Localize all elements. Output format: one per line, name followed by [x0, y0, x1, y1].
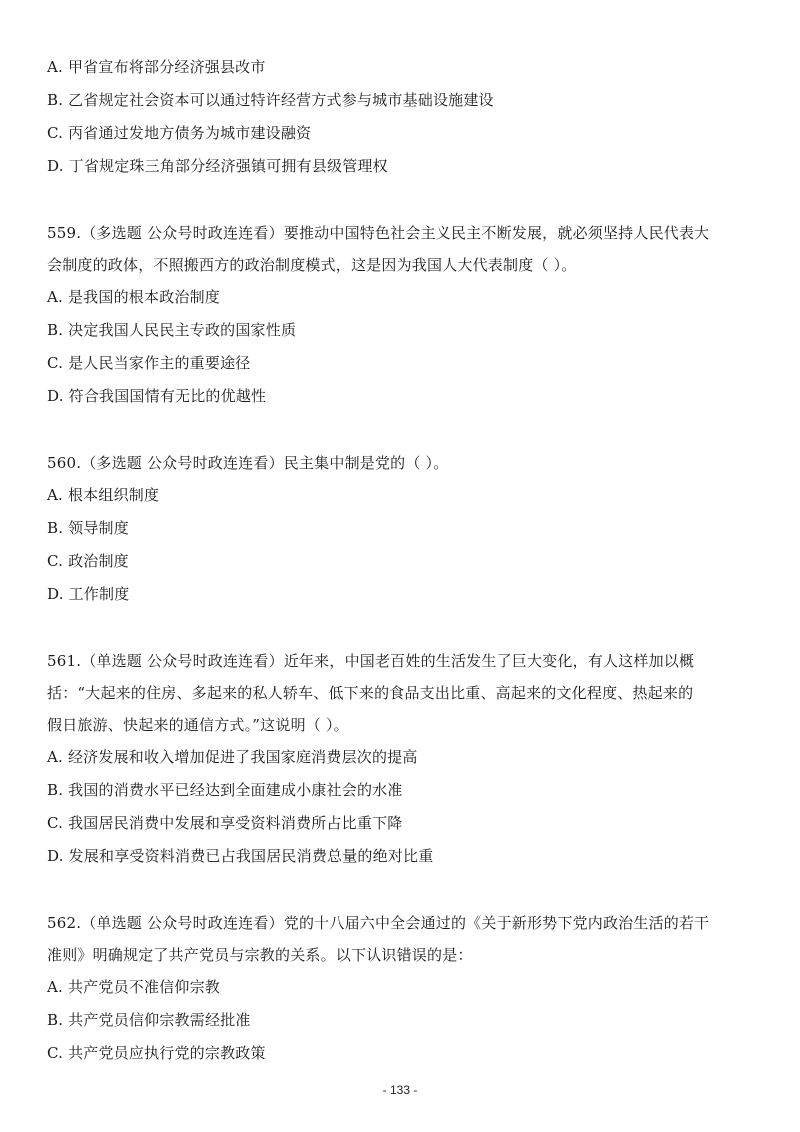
option-a: A. 根本组织制度	[47, 486, 160, 504]
option-d: D. 符合我国国情有无比的优越性	[47, 387, 267, 405]
option-a: A. 经济发展和收入增加促进了我国家庭消费层次的提高	[47, 748, 418, 766]
question-562	[47, 907, 757, 1070]
option-a: A. 是我国的根本政治制度	[47, 288, 220, 306]
question-stem-line: 准则》明确规定了共产党员与宗教的关系。以下认识错误的是：	[47, 946, 473, 964]
option-b: B. 领导制度	[47, 519, 129, 537]
prev-question-options	[47, 51, 757, 183]
option-d: D. 发展和享受资料消费已占我国居民消费总量的绝对比重	[47, 847, 434, 865]
option-b: B. 我国的消费水平已经达到全面建成小康社会的水准	[47, 781, 403, 799]
option-a: A. 共产党员不准信仰宗教	[47, 978, 220, 996]
option-b: B. 乙省规定社会资本可以通过特许经营方式参与城市基础设施建设	[47, 91, 494, 109]
question-stem-line: 括：“大起来的住房、多起来的私人轿车、低下来的食品支出比重、高起来的文化程度、热起来的	[47, 684, 694, 702]
question-559	[47, 217, 757, 413]
option-c: C. 我国居民消费中发展和享受资料消费所占比重下降	[47, 814, 403, 832]
option-c: C. 政治制度	[47, 552, 129, 570]
question-stem-line: 559.（多选题 公众号时政连连看）要推动中国特色社会主义民主不断发展，就必须坚持人民代表大	[47, 224, 710, 242]
question-561	[47, 645, 757, 873]
option-d: D. 工作制度	[47, 585, 130, 603]
option-b: B. 决定我国人民民主专政的国家性质	[47, 321, 297, 339]
question-stem-line: 假日旅游、快起来的通信方式。”这说明（ ）。	[47, 716, 349, 734]
page-number: - 133 -	[382, 1083, 418, 1097]
question-stem-line: 561.（单选题 公众号时政连连看）近年来，中国老百姓的生活发生了巨大变化，有人这样加以概	[47, 652, 695, 670]
document-page	[47, 0, 757, 1070]
option-a: A. 甲省宣布将部分经济强县改市	[47, 58, 266, 76]
question-stem-line: 会制度的政体，不照搬西方的政治制度模式，这是因为我国人大代表制度（ ）。	[47, 256, 577, 274]
question-560	[47, 447, 757, 611]
option-d: D. 丁省规定珠三角部分经济强镇可拥有县级管理权	[47, 157, 388, 175]
option-b: B. 共产党员信仰宗教需经批准	[47, 1011, 251, 1029]
option-c: C. 共产党员应执行党的宗教政策	[47, 1044, 266, 1062]
option-c: C. 丙省通过发地方债务为城市建设融资	[47, 124, 312, 142]
question-stem-line: 560.（多选题 公众号时政连连看）民主集中制是党的（ ）。	[47, 454, 449, 472]
option-c: C. 是人民当家作主的重要途径	[47, 354, 251, 372]
question-stem-line: 562.（单选题 公众号时政连连看）党的十八届六中全会通过的《关于新形势下党内政治生活的若干	[47, 914, 710, 932]
